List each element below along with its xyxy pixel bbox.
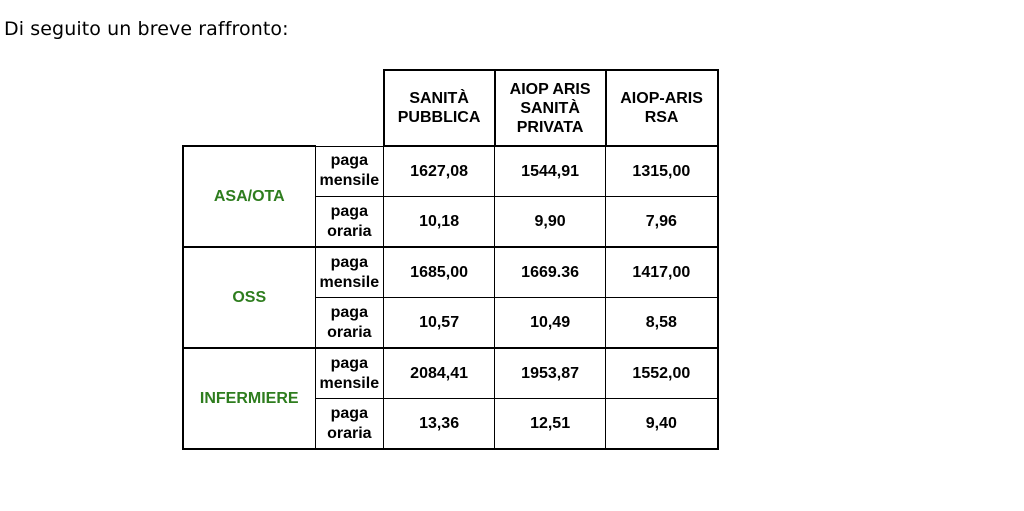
value-cell: 1669.36 <box>495 247 606 298</box>
header-line: PUBBLICA <box>397 109 481 126</box>
value-cell: 1417,00 <box>606 247 718 298</box>
comparison-table <box>182 69 719 450</box>
metric-line: paga <box>330 404 368 422</box>
table-row <box>183 247 718 298</box>
group-label-oss: OSS <box>183 247 315 348</box>
table-row <box>183 146 718 197</box>
value-cell: 10,18 <box>384 197 495 248</box>
metric-label-hourly <box>315 399 384 450</box>
metric-line: paga <box>330 253 368 271</box>
metric-label-hourly <box>315 197 384 248</box>
header-line: SANITÀ <box>520 99 580 117</box>
header-row <box>183 70 718 146</box>
value-cell: 10,57 <box>384 298 495 349</box>
value-cell: 1685,00 <box>384 247 495 298</box>
group-label-infermiere: INFERMIERE <box>183 348 315 449</box>
value-cell: 1315,00 <box>606 146 718 197</box>
header-line: PRIVATA <box>516 118 584 136</box>
value-cell: 2084,41 <box>384 348 495 399</box>
header-aiop-aris-rsa <box>606 70 718 146</box>
header-line: AIOP ARIS <box>509 80 591 98</box>
metric-label-monthly <box>315 146 384 197</box>
value-cell: 10,49 <box>495 298 606 349</box>
header-line: RSA <box>644 109 679 126</box>
header-line: AIOP-ARIS <box>620 90 703 107</box>
metric-line: paga <box>330 354 368 372</box>
metric-label-hourly <box>315 298 384 349</box>
metric-line: paga <box>330 303 368 321</box>
value-cell: 9,40 <box>606 399 718 450</box>
metric-line: mensile <box>319 172 380 190</box>
header-line: SANITÀ <box>409 90 469 107</box>
intro-text: Di seguito un breve raffronto: <box>4 18 289 40</box>
header-aiop-aris-sanita-privata <box>495 70 606 146</box>
header-sanita-pubblica <box>384 70 495 146</box>
value-cell: 1552,00 <box>606 348 718 399</box>
value-cell: 8,58 <box>606 298 718 349</box>
metric-line: mensile <box>319 374 380 392</box>
header-empty-cell <box>183 70 384 146</box>
metric-line: mensile <box>319 273 380 291</box>
table-row <box>183 348 718 399</box>
value-cell: 1544,91 <box>495 146 606 197</box>
value-cell: 1627,08 <box>384 146 495 197</box>
value-cell: 9,90 <box>495 197 606 248</box>
metric-line: oraria <box>327 424 372 442</box>
value-cell: 13,36 <box>384 399 495 450</box>
metric-line: paga <box>330 202 368 220</box>
value-cell: 12,51 <box>495 399 606 450</box>
metric-line: oraria <box>327 323 372 341</box>
metric-label-monthly <box>315 247 384 298</box>
group-label-asa-ota: ASA/OTA <box>183 146 315 247</box>
metric-label-monthly <box>315 348 384 399</box>
value-cell: 7,96 <box>606 197 718 248</box>
value-cell: 1953,87 <box>495 348 606 399</box>
metric-line: paga <box>330 152 368 170</box>
metric-line: oraria <box>327 222 372 240</box>
